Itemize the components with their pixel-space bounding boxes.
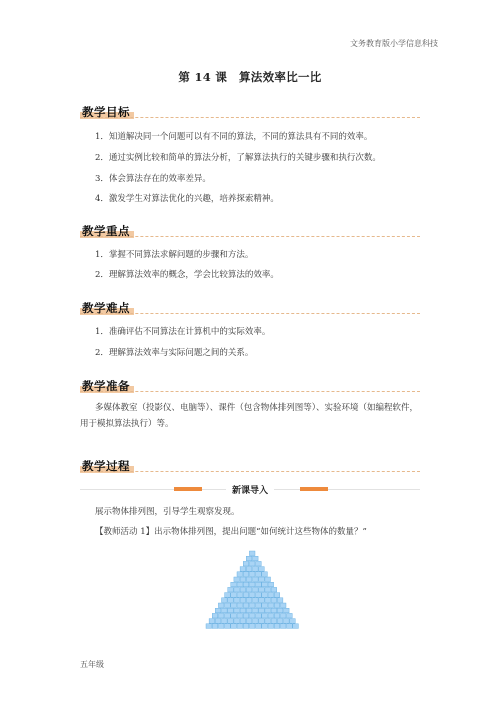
key-point-item: 2．理解算法效率的概念，学会比较算法的效率。 [95, 270, 279, 280]
lesson-title: 第 14 课 算法效率比一比 [178, 70, 322, 84]
pyramid-block [249, 561, 255, 566]
pyramid-block [215, 619, 221, 624]
pyramid-block [243, 572, 249, 577]
pyramid-block [234, 587, 240, 592]
pyramid-block [206, 624, 212, 629]
pyramid-block [253, 556, 259, 561]
pyramid-block [293, 624, 299, 629]
pyramid-block [209, 619, 215, 624]
pyramid-block [284, 608, 290, 613]
pyramid-block [228, 608, 234, 613]
pyramid-block [228, 587, 234, 592]
pyramid-block [225, 613, 231, 618]
pyramid-block [234, 608, 240, 613]
pyramid-block [237, 613, 243, 618]
preparation-rule [80, 391, 420, 392]
pyramid-block [259, 577, 265, 582]
difficulties-rule [80, 313, 420, 314]
pyramid-block [262, 613, 268, 618]
pyramid-block [277, 619, 283, 624]
pyramid-block [265, 587, 271, 592]
pyramid-block [262, 593, 268, 598]
pyramid-block [265, 577, 271, 582]
goals-heading-label: 教学目标 [80, 104, 134, 120]
difficulty-item: 1．准确评估不同算法在计算机中的实际效率。 [95, 327, 271, 337]
pyramid-block [262, 624, 268, 629]
pyramid-block [243, 613, 249, 618]
pyramid-block [287, 624, 293, 629]
pyramid-block [225, 624, 231, 629]
pyramid-block [243, 561, 249, 566]
pyramid-block [262, 572, 268, 577]
pyramid-block [222, 619, 228, 624]
pyramid-block [225, 603, 231, 608]
pyramid-block [237, 603, 243, 608]
pyramid-block [253, 567, 259, 572]
pyramid-block [222, 608, 228, 613]
pyramid-block [240, 598, 246, 603]
pyramid-block [246, 587, 252, 592]
pyramid-block [253, 598, 259, 603]
pyramid-block [256, 603, 262, 608]
pyramid-block [274, 603, 280, 608]
pyramid-block [240, 619, 246, 624]
pyramid-block [265, 608, 271, 613]
pyramid-block [243, 624, 249, 629]
pyramid-block [234, 577, 240, 582]
pyramid-block [256, 572, 262, 577]
pyramid-block [249, 551, 255, 556]
pyramid-block [280, 624, 286, 629]
pyramid-block [246, 567, 252, 572]
pyramid-block [218, 613, 224, 618]
pyramid-block [237, 572, 243, 577]
pyramid-block [240, 567, 246, 572]
preparation-heading-label: 教学准备 [80, 378, 134, 394]
goals-rule [80, 117, 420, 118]
pyramid-block [271, 598, 277, 603]
teacher-activity: 【教师活动 1】出示物体排列图，提出问题“如何统计这些物体的数量？” [95, 527, 367, 537]
object-pyramid-figure [205, 548, 300, 630]
pyramid-block [259, 608, 265, 613]
pyramid-blocks [206, 551, 298, 628]
pyramid-block [212, 613, 218, 618]
pyramid-block [265, 598, 271, 603]
pyramid-block [253, 619, 259, 624]
pyramid-block [256, 613, 262, 618]
pyramid-block [268, 582, 274, 587]
pyramid-block [231, 624, 237, 629]
pyramid-block [231, 582, 237, 587]
pyramid-block [256, 624, 262, 629]
pyramid-block [228, 598, 234, 603]
pyramid-block [246, 577, 252, 582]
pyramid-block [249, 613, 255, 618]
pyramid-block [246, 598, 252, 603]
difficulty-item: 2．理解算法效率与实际问题之间的关系。 [95, 348, 254, 358]
pyramid-block [231, 603, 237, 608]
pyramid-block [277, 598, 283, 603]
pyramid-block [274, 624, 280, 629]
pyramid-block [243, 603, 249, 608]
pyramid-block [253, 587, 259, 592]
subsection-title-label: 新课导入 [226, 486, 274, 496]
process-rule [80, 471, 420, 472]
pyramid-block [249, 603, 255, 608]
pyramid-block [274, 593, 280, 598]
goal-item: 3．体会算法存在的效率差异。 [95, 174, 211, 184]
pyramid-block [256, 582, 262, 587]
difficulties-heading-label: 教学难点 [80, 300, 134, 316]
pyramid-block [237, 624, 243, 629]
pyramid-block [249, 593, 255, 598]
pyramid-block [240, 608, 246, 613]
pyramid-block [268, 603, 274, 608]
goal-item: 4．激发学生对算法优化的兴趣，培养探索精神。 [95, 194, 279, 204]
pyramid-block [271, 608, 277, 613]
subsection-title [0, 483, 500, 496]
preparation-text: 多媒体教室（投影仪、电脑等）、课件（包含物体排列图等）、实验环境（如编程软件，用于模拟算法执行）等。 [80, 403, 419, 429]
pyramid-block [218, 624, 224, 629]
process-intro: 展示物体排列图，引导学生观察发现。 [95, 507, 240, 517]
process-heading-label: 教学过程 [80, 458, 134, 474]
pyramid-block [243, 593, 249, 598]
pyramid-block [246, 619, 252, 624]
pyramid-block [277, 608, 283, 613]
pyramid-block [259, 567, 265, 572]
key-points-heading-label: 教学重点 [80, 223, 134, 239]
pyramid-block [243, 582, 249, 587]
goal-item: 2．通过实例比较和简单的算法分析，了解算法执行的关键步骤和执行次数。 [95, 153, 381, 163]
goal-item: 1．知道解决同一个问题可以有不同的算法，不同的算法具有不同的效率。 [95, 132, 373, 142]
pyramid-block [215, 608, 221, 613]
pyramid-block [240, 577, 246, 582]
pyramid-block [253, 608, 259, 613]
pyramid-block [259, 587, 265, 592]
pyramid-block [256, 561, 262, 566]
pyramid-block [218, 603, 224, 608]
pyramid-block [265, 619, 271, 624]
pyramid-block [284, 619, 290, 624]
pyramid-block [253, 577, 259, 582]
pyramid-block [268, 593, 274, 598]
pyramid-block [271, 619, 277, 624]
pyramid-block [280, 613, 286, 618]
pyramid-block [234, 619, 240, 624]
pyramid-block [240, 587, 246, 592]
key-point-item: 1．掌握不同算法求解问题的步骤和方法。 [95, 250, 254, 260]
key-points-rule [80, 236, 420, 237]
grade-footer: 五年级 [80, 660, 104, 669]
pyramid-block [237, 593, 243, 598]
pyramid-block [228, 619, 234, 624]
pyramid-block [237, 582, 243, 587]
pyramid-block [274, 613, 280, 618]
pyramid-block [212, 624, 218, 629]
pyramid-block [246, 608, 252, 613]
pyramid-block [262, 603, 268, 608]
pyramid-block [256, 593, 262, 598]
pyramid-block [231, 613, 237, 618]
publisher-header: 文务教育版小学信息科技 [350, 39, 438, 48]
pyramid-block [259, 598, 265, 603]
pyramid-block [249, 624, 255, 629]
pyramid-block [222, 598, 228, 603]
pyramid-block [268, 624, 274, 629]
pyramid-block [280, 603, 286, 608]
pyramid-block [246, 556, 252, 561]
pyramid-block [234, 598, 240, 603]
pyramid-block [262, 582, 268, 587]
pyramid-block [268, 613, 274, 618]
pyramid-block [259, 619, 265, 624]
pyramid-block [249, 582, 255, 587]
pyramid-block [271, 587, 277, 592]
pyramid-block [231, 593, 237, 598]
pyramid-block [249, 572, 255, 577]
pyramid-block [290, 619, 296, 624]
pyramid-block [225, 593, 231, 598]
pyramid-block [287, 613, 293, 618]
